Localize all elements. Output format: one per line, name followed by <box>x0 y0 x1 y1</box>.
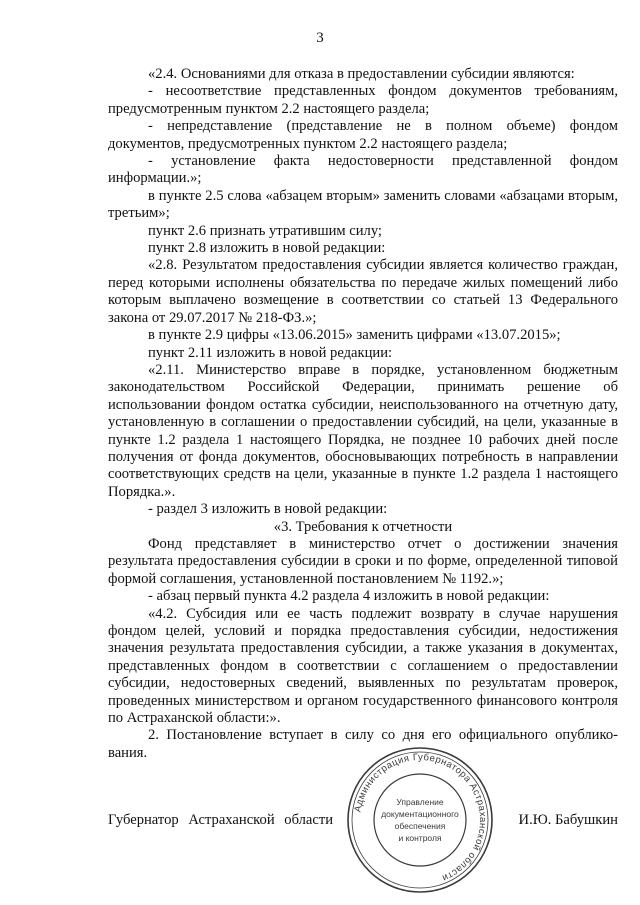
paragraph: 2. Постановление вступает в силу со дня его официального опублико-вания. <box>108 727 618 761</box>
paragraph: в пункте 2.9 цифры «13.06.2015» заменить цифрами «13.07.2015»; <box>148 327 561 344</box>
stamp-seal-icon <box>345 745 495 895</box>
paragraph: пункт 2.6 признать утратившим силу; <box>148 222 382 239</box>
paragraph: пункт 2.11 изложить в новой редакции: <box>148 344 393 361</box>
paragraph: - абзац первый пункта 4.2 раздела 4 изложить в новой редакции: <box>148 588 550 605</box>
paragraph: в пункте 2.5 слова «абзацем вторым» заменить словами «абзацами вторым, третьим»; <box>108 187 618 222</box>
svg-text:Управление: Управление <box>396 797 444 807</box>
paragraph: «2.11. Министерство вправе в порядке, установленном бюджетным законодательством Российской Федерации, принимать решение об использовании фондом остатка субсидии, неиспользованного на отчетную дату, установленную в соглашении о предоставлении субсидий, на цели, указанные в пункте 1.2 раздела 1 настоящего Порядка, не позднее 10 рабочих дней после получения от фонда документов, обосновывающих потребность в направлении соответствующих средств на цели, указанные в пункте 1.2 раздела 1 настоящего Порядка.». <box>108 361 618 500</box>
paragraph: - установление факта недостоверности представленной фондом информации.»; <box>108 153 618 187</box>
svg-text:обеспечения: обеспечения <box>394 821 446 831</box>
signer-title: Губернатор Астраханской области <box>108 812 334 828</box>
paragraph: «2.4. Основаниями для отказа в предоставлении субсидии являются: <box>148 66 575 82</box>
official-stamp <box>345 745 495 895</box>
paragraph: «2.8. Результатом предоставления субсидии является количество граждан, перед которыми исполнены обязательства по передаче жилых помещений либо которым выплачено возмещение в соответствии со статьей 13 Федерального закона от 29.07.2017 № 218-ФЗ.»; <box>108 257 618 326</box>
signer-name: И.Ю. Бабушкин <box>518 812 618 828</box>
paragraph: Фонд представляет в министерство отчет о достижении значения результата предоставления субсидии в сроки и по форме, определенной типовой формой соглашения, установленной постановлением № 1192.»; <box>108 535 618 587</box>
document-body <box>108 66 618 762</box>
svg-text:документационного: документационного <box>381 809 459 819</box>
section-heading: «3. Требования к отчетности <box>273 518 453 535</box>
paragraph: - несоответствие представленных фондом документов требованиям, предусмотренным пунктом 2.2 настоящего раздела; <box>108 83 618 117</box>
paragraph: - раздел 3 изложить в новой редакции: <box>148 501 388 518</box>
svg-text:Администрация Губернатора Астр: Администрация Губернатора Астраханской области <box>352 751 489 884</box>
paragraph: «4.2. Субсидия или ее часть подлежит возврату в случае нарушения фондом целей, условий и порядка предоставления субсидии, недостижения значения результата предоставления субсидии, а также указания в документах, представленных фондом в соответствии с соглашением о предоставлении субсидии, недостоверных сведений, выявленных по результатам проверок, проведенных министерством и органом государственного финансового контроля по Астраханской области:». <box>108 605 618 727</box>
paragraph: - непредставление (представление не в полном объеме) фондом документов, предусмотренных пунктом 2.2 настоящего раздела; <box>108 118 618 152</box>
svg-text:и контроля: и контроля <box>398 833 442 843</box>
paragraph: пункт 2.8 изложить в новой редакции: <box>148 240 386 257</box>
page-number: 3 <box>316 30 324 46</box>
